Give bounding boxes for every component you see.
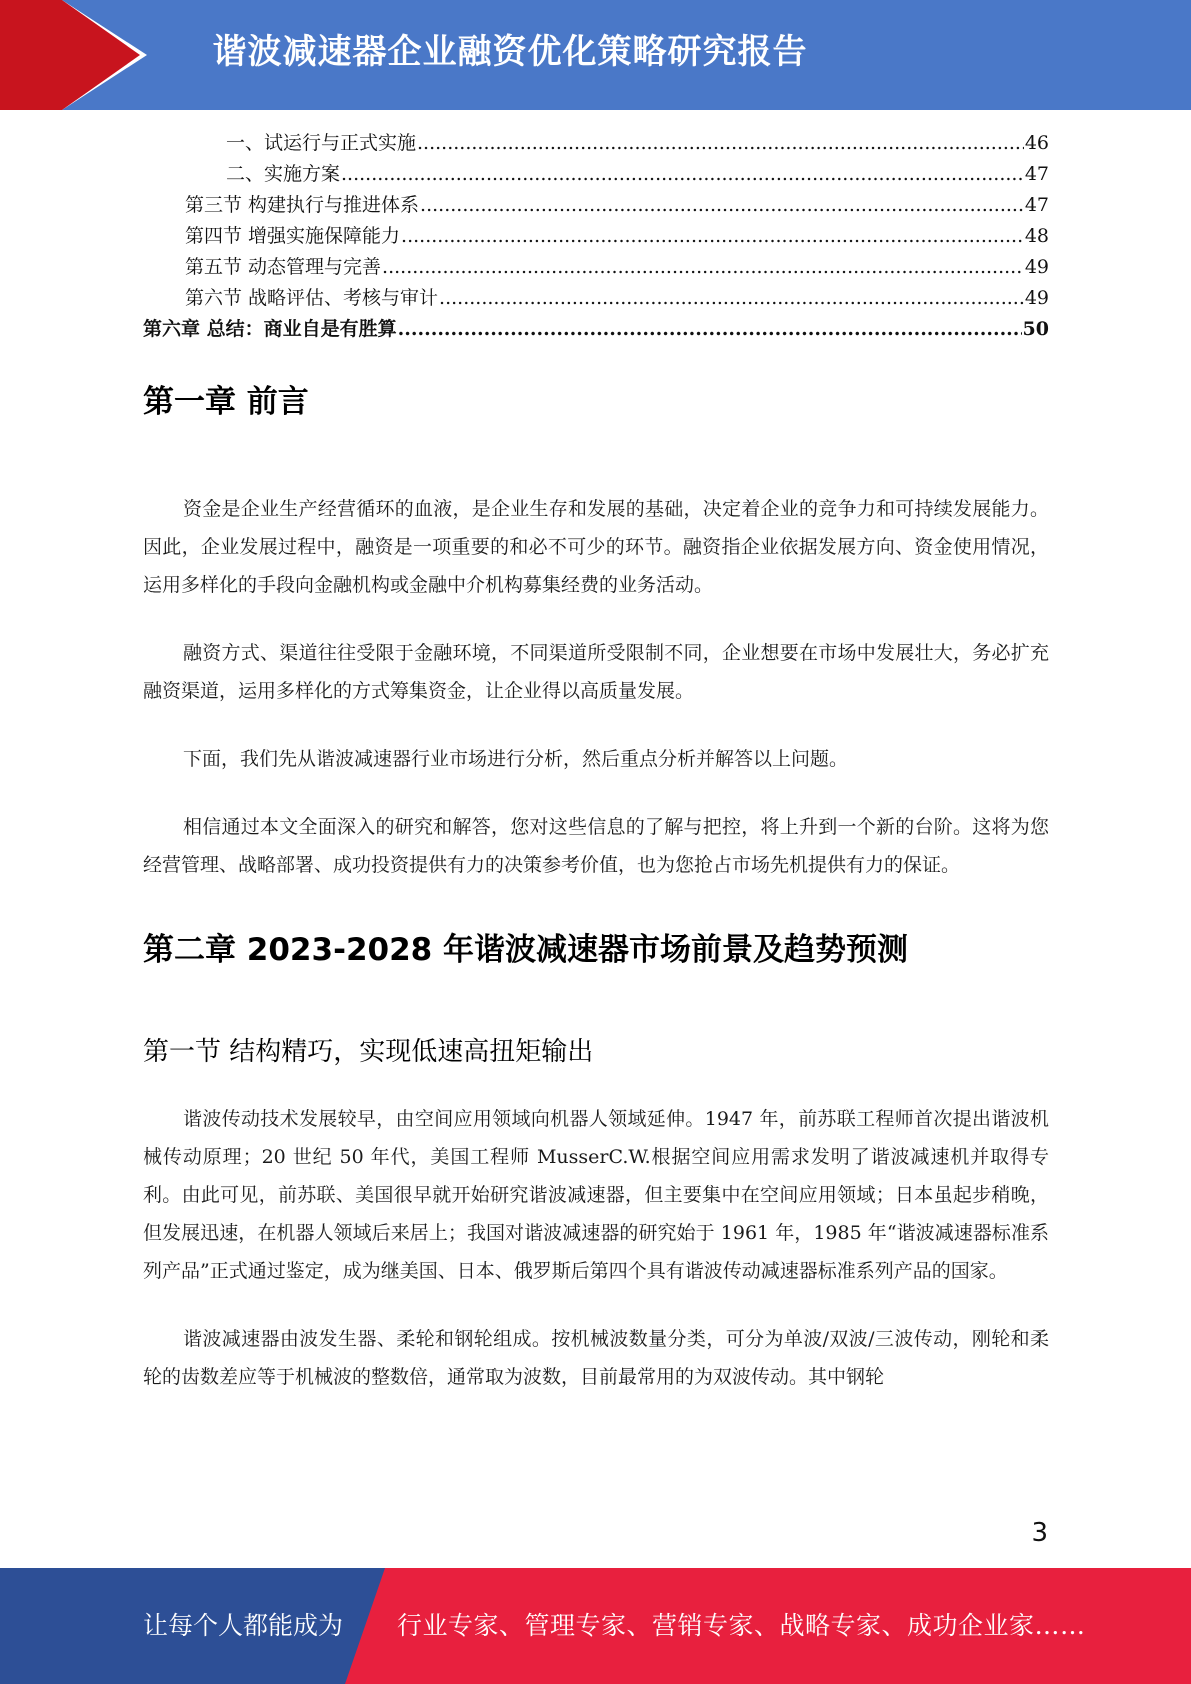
paragraph: 下面，我们先从谐波减速器行业市场进行分析，然后重点分析并解答以上问题。 [183, 748, 849, 770]
toc-leader-dots [420, 190, 1024, 221]
page-number: 3 [1031, 1518, 1048, 1548]
toc-entry-title: 第六节 战略评估、考核与审计 [185, 287, 439, 309]
toc-leader-dots [341, 159, 1024, 190]
document-title: 谐波减速器企业融资优化策略研究报告 [212, 32, 808, 72]
toc-entry-title: 二、实施方案 [226, 163, 341, 185]
paragraph: 资金是企业生产经营循环的血液，是企业生存和发展的基础，决定着企业的竞争力和可持续发展能力。因此，企业发展过程中，融资是一项重要的和必不可少的环节。融资指企业依据发展方向、资金使用情况，运用多样化的手段向金融机构或金融中介机构募集经费的业务活动。 [143, 498, 1049, 596]
toc-entry-page: 49 [1024, 287, 1049, 309]
paragraph: 相信通过本文全面深入的研究和解答，您对这些信息的了解与把控，将上升到一个新的台阶。这将为您经营管理、战略部署、成功投资提供有力的决策参考价值，也为您抢占市场先机提供有力的保证。 [143, 816, 1049, 876]
toc-entry-page: 47 [1024, 163, 1049, 185]
toc-leader-dots [417, 128, 1024, 159]
footer-slogan-right: 行业专家、管理专家、营销专家、战略专家、成功企业家…… [397, 1611, 1086, 1640]
toc-entry[interactable] [143, 314, 1049, 345]
footer-banner [0, 1568, 1191, 1684]
toc-entry[interactable] [143, 159, 1049, 190]
paragraph: 谐波传动技术发展较早，由空间应用领域向机器人领域延伸。1947 年，前苏联工程师首次提出谐波机械传动原理；20 世纪 50 年代，美国工程师 MusserC.W.根据空间应用需求发明了谐波减速机并取得专利。由此可见，前苏联、美国很早就开始研究谐波减速器，但主要集中在空间应用领域；日本虽起步稍晚，但发展迅速，在机器人领域后来居上；我国对谐波减速器的研究始于 1961 年，1985 年“谐波减速器标准系列产品”正式通过鉴定，成为继美国、日本、俄罗斯后第四个具有谐波传动减速器标准系列产品的国家。 [143, 1108, 1049, 1282]
section-1-title: 第一节 结构精巧，实现低速高扭矩输出 [143, 1037, 594, 1067]
toc-entry-title: 一、试运行与正式实施 [226, 132, 417, 154]
table-of-contents [143, 128, 1049, 345]
toc-entry-page: 46 [1024, 132, 1049, 154]
toc-entry-page: 49 [1024, 256, 1049, 278]
toc-entry[interactable] [143, 190, 1049, 221]
toc-leader-dots [398, 314, 1022, 345]
paragraph: 融资方式、渠道往往受限于金融环境，不同渠道所受限制不同，企业想要在市场中发展壮大，务必扩充融资渠道，运用多样化的方式筹集资金，让企业得以高质量发展。 [143, 642, 1049, 702]
toc-entry[interactable] [143, 128, 1049, 159]
toc-entry[interactable] [143, 221, 1049, 252]
toc-entry-title: 第四节 增强实施保障能力 [185, 225, 401, 247]
toc-entry-page: 50 [1022, 318, 1049, 340]
toc-leader-dots [382, 252, 1024, 283]
toc-entry[interactable] [143, 283, 1049, 314]
toc-entry-title: 第三节 构建执行与推进体系 [185, 194, 420, 216]
paragraph: 谐波减速器由波发生器、柔轮和钢轮组成。按机械波数量分类，可分为单波/双波/三波传动，刚轮和柔轮的齿数差应等于机械波的整数倍，通常取为波数，目前最常用的为双波传动。其中钢轮 [143, 1328, 1049, 1388]
toc-leader-dots [401, 221, 1024, 252]
toc-leader-dots [439, 283, 1024, 314]
toc-entry-page: 47 [1024, 194, 1049, 216]
header-banner [0, 0, 1191, 110]
chapter-1-title: 第一章 前言 [143, 384, 309, 420]
toc-entry-title: 第六章 总结：商业自是有胜算 [143, 318, 397, 340]
toc-entry-title: 第五节 动态管理与完善 [185, 256, 382, 278]
toc-entry[interactable] [143, 252, 1049, 283]
document-body [143, 380, 1049, 1396]
footer-slogan-left: 让每个人都能成为 [143, 1611, 344, 1640]
toc-entry-page: 48 [1024, 225, 1049, 247]
chapter-2-title: 第二章 2023-2028 年谐波减速器市场前景及趋势预测 [143, 932, 909, 968]
